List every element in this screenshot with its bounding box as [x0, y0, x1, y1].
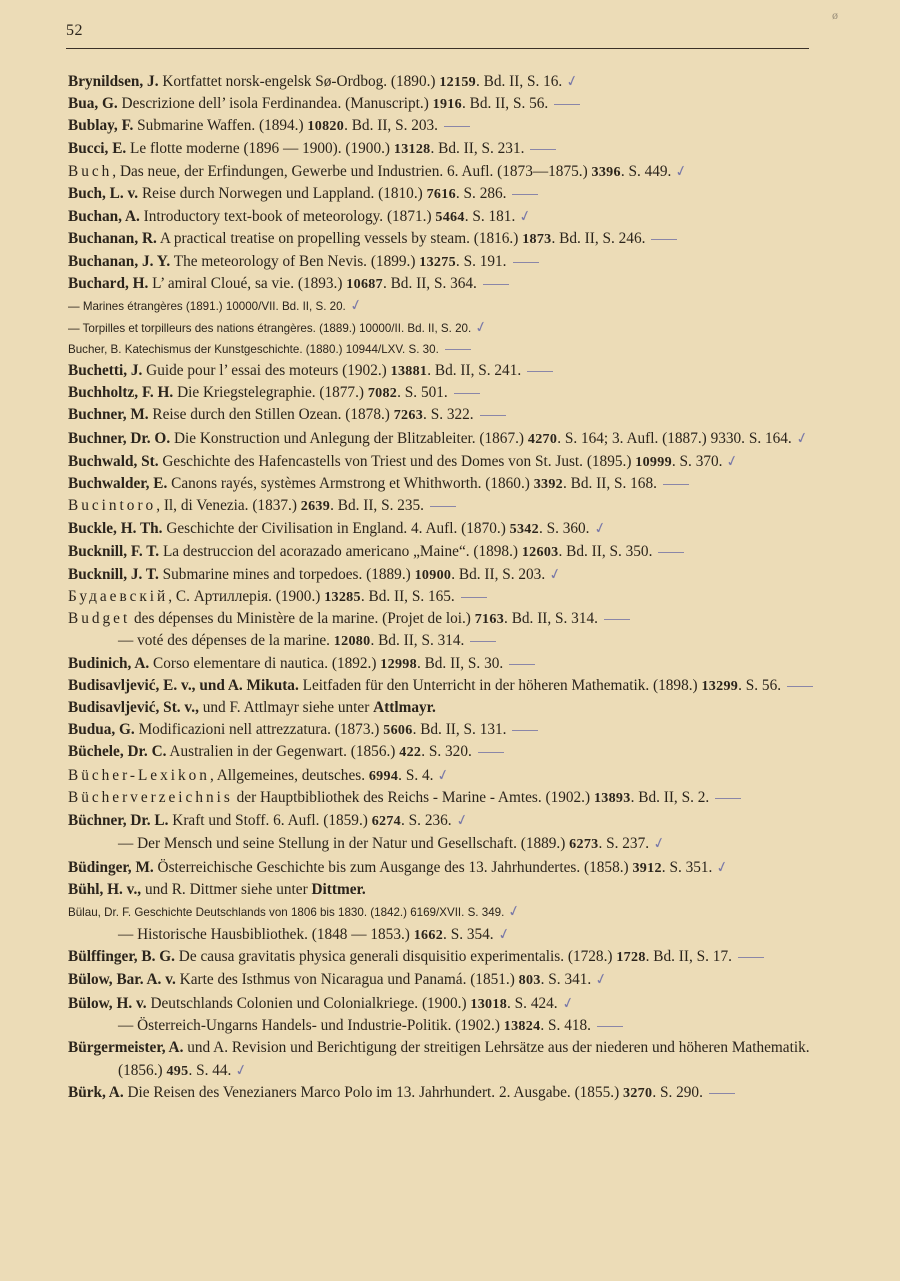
entry-location: . S. 56.	[738, 676, 782, 694]
entry-catalog-number: 13018	[470, 995, 508, 1012]
handwritten-dash-mark-icon	[527, 371, 553, 372]
entry-author: Buchholtz, F. H.	[68, 384, 174, 402]
entry-author: Buchner, M.	[68, 406, 149, 424]
entry-author: Bucci, E.	[68, 139, 127, 157]
catalog-entry	[68, 473, 828, 495]
entry-title: Geschichte des Hafencastells von Triest und des Domes von St. Just. (1895.)	[158, 452, 636, 470]
catalog-entry	[68, 160, 828, 183]
entry-location: . Bd. II, S. 203.	[344, 117, 438, 135]
entry-catalog-number: 10999	[635, 453, 672, 470]
entry-author: Bucknill, F. T.	[68, 542, 160, 560]
entry-title: , Allgemeines, deutsches.	[209, 766, 369, 784]
catalog-entry	[68, 251, 828, 273]
catalog-entry	[68, 183, 828, 205]
entry-title: , С. Артиллерія. (1900.)	[168, 588, 325, 606]
catalog-entry	[68, 382, 828, 404]
entry-location: . S. 286.	[455, 185, 507, 203]
entry-location: . Bd. II, S. 235.	[330, 497, 425, 515]
catalog-entry	[68, 427, 828, 450]
entry-author: Büchner, Dr. L.	[68, 812, 169, 830]
entry-title: Descrizione dell’ isola Ferdinandea. (Manuscript.)	[117, 95, 433, 113]
entry-title: Guide pour l’ essai des moteurs (1902.)	[142, 362, 391, 380]
entry-keyword: Bücherverzeichnis	[68, 788, 233, 806]
handwritten-dash-mark-icon	[512, 730, 538, 731]
entry-author: Buchard, H.	[68, 274, 149, 292]
entry-catalog-number: 6274	[371, 813, 402, 830]
entry-catalog-number: 12159	[439, 74, 476, 90]
catalog-entry	[68, 879, 828, 901]
catalog-entry	[68, 630, 828, 652]
handwritten-dash-mark-icon	[444, 126, 470, 127]
entry-location: . S. 449.	[620, 162, 672, 180]
entry-location: . S. 164; 3. Aufl. (1887.) 9330. S. 164.	[557, 429, 792, 447]
entry-location: . S. 341.	[540, 971, 592, 989]
entry-catalog-number: 12998	[380, 655, 417, 672]
handwritten-check-mark-icon: ✓	[559, 992, 577, 1013]
entry-location: . Bd. II, S. 56.	[461, 95, 549, 113]
handwritten-check-mark-icon: ✓	[714, 856, 731, 877]
handwritten-check-mark-icon: ✓	[564, 70, 581, 92]
entry-keyword: Buch	[68, 162, 113, 180]
catalog-entry	[68, 450, 828, 473]
entry-title: Corso elementare di nautica. (1892.)	[149, 654, 381, 672]
entry-catalog-number: 13285	[324, 589, 361, 606]
entry-author: Bürk, A.	[68, 1084, 124, 1102]
handwritten-check-mark-icon: ✓	[517, 205, 534, 227]
entry-author: Buchan, A.	[68, 208, 140, 226]
entry-catalog-number: 7263	[393, 407, 424, 424]
entry-author: Bürgermeister, A.	[68, 1038, 184, 1056]
entry-location: . S. 290.	[652, 1084, 703, 1102]
handwritten-check-mark-icon: ✓	[591, 518, 609, 539]
entry-catalog-number: 3396	[591, 163, 621, 180]
entry-title: — Marines étrangères (1891.) 10000/VII. Bd. II, S. 20.	[68, 300, 346, 314]
catalog-entry	[68, 1082, 828, 1104]
entry-catalog-number: 4270	[527, 430, 558, 447]
entry-catalog-number: 1728	[616, 949, 646, 966]
handwritten-dash-mark-icon	[597, 1026, 623, 1027]
catalog-entry	[68, 70, 828, 93]
catalog-entry	[68, 946, 828, 968]
catalog-entry	[68, 608, 828, 630]
entry-author: Buchner, Dr. O.	[68, 429, 171, 447]
catalog-entry	[68, 901, 828, 923]
entry-catalog-number: 2639	[300, 498, 331, 515]
entry-author: Buch, L. v.	[68, 185, 139, 203]
entry-location: . S. 237.	[598, 835, 650, 853]
catalog-entry	[68, 138, 828, 160]
entry-author: Brynildsen, J.	[68, 73, 159, 90]
handwritten-check-mark-icon: ✓	[453, 809, 471, 831]
corner-mark: ø	[832, 8, 838, 22]
entry-catalog-number: 422	[399, 744, 422, 761]
catalog-entry	[68, 517, 828, 540]
handwritten-check-mark-icon: ✓	[593, 969, 610, 990]
entry-title: Deutschlands Colonien und Colonialkriege. (1900.)	[146, 994, 471, 1012]
entry-author: Bülffinger, B. G.	[68, 948, 175, 966]
handwritten-check-mark-icon: ✓	[495, 923, 513, 945]
entry-location: . S. 322.	[423, 406, 474, 424]
catalog-entry	[68, 93, 828, 115]
handwritten-check-mark-icon: ✓	[233, 1059, 250, 1081]
entry-title: Canons rayés, systèmes Armstrong et Whithworth. (1860.)	[167, 475, 534, 493]
handwritten-dash-mark-icon	[658, 552, 684, 553]
catalog-entry	[68, 719, 828, 741]
handwritten-dash-mark-icon	[483, 284, 509, 285]
handwritten-dash-mark-icon	[513, 262, 539, 263]
catalog-entry	[68, 563, 828, 586]
handwritten-dash-mark-icon	[461, 597, 487, 598]
entry-author: Bua, G.	[68, 95, 118, 113]
entry-author: Buchanan, R.	[68, 230, 157, 248]
entry-catalog-number: 3270	[623, 1085, 653, 1102]
entry-catalog-number: 7616	[426, 186, 456, 203]
catalog-entry	[68, 586, 828, 608]
entry-title: Reise durch Norwegen und Lappland. (1810.)	[138, 185, 427, 203]
catalog-entry	[68, 675, 828, 697]
entry-location: . S. 501.	[397, 384, 448, 402]
entry-author: Budisavljević, E. v., und A. Mikuta.	[68, 676, 299, 694]
handwritten-dash-mark-icon	[604, 619, 630, 620]
catalog-entry	[68, 741, 828, 763]
entry-title: Submarine mines and torpedoes. (1889.)	[158, 565, 415, 583]
entry-author: Budinich, A.	[68, 654, 150, 672]
catalog-entry	[68, 273, 828, 295]
entry-title: Geschichte der Civilisation in England. 4. Aufl. (1870.)	[162, 520, 510, 538]
entry-author: Buchwald, St.	[68, 452, 159, 470]
entry-author: Bublay, F.	[68, 117, 134, 135]
entry-location: . Bd. II, S. 165.	[360, 588, 455, 606]
handwritten-dash-mark-icon	[509, 664, 535, 665]
entry-author: Büchele, Dr. C.	[68, 743, 167, 761]
catalog-entry	[68, 923, 828, 946]
entry-cross-reference: Dittmer.	[311, 880, 366, 898]
entry-title: Kraft und Stoff. 6. Aufl. (1859.)	[168, 812, 372, 830]
entry-catalog-number: 10687	[346, 275, 383, 292]
entry-location: . Bd. II, S. 131.	[412, 721, 507, 739]
entry-catalog-number: 6273	[569, 836, 599, 853]
entry-title: Introductory text-book of meteorology. (1871.)	[139, 208, 436, 226]
handwritten-dash-mark-icon	[715, 798, 741, 799]
entry-title: und R. Dittmer siehe unter	[141, 880, 312, 898]
entry-location: . S. 370.	[671, 452, 723, 470]
entry-author: Bühl, H. v.,	[68, 880, 142, 898]
catalog-entry	[68, 317, 828, 339]
page-number: 52	[66, 22, 83, 39]
entry-author: Büdinger, M.	[68, 858, 154, 876]
entry-location: . Bd. II, S. 30.	[416, 654, 504, 672]
handwritten-dash-mark-icon	[787, 686, 813, 687]
handwritten-dash-mark-icon	[430, 506, 456, 507]
entry-catalog-number: 10900	[414, 566, 452, 583]
entry-keyword: Bücher-Lexikon	[68, 766, 210, 784]
entry-author: Bülow, Bar. A. v.	[68, 971, 176, 989]
entry-title: — voté des dépenses de la marine.	[118, 632, 334, 650]
entry-location: . Bd. II, S. 241.	[427, 362, 522, 380]
catalog-entry	[68, 404, 828, 426]
handwritten-dash-mark-icon	[512, 194, 538, 195]
catalog-entry	[68, 495, 828, 517]
catalog-entry	[68, 1015, 828, 1037]
handwritten-dash-mark-icon	[470, 641, 496, 642]
entry-title: The meteorology of Ben Nevis. (1899.)	[170, 252, 420, 270]
entry-catalog-number: 7082	[367, 385, 398, 402]
catalog-entry	[68, 228, 828, 250]
catalog-entry	[68, 764, 828, 787]
entry-location: . Bd. II, S. 16.	[476, 73, 563, 90]
catalog-entry	[68, 856, 828, 879]
entry-title: — Torpilles et torpilleurs des nations étrangères. (1889.) 10000/II. Bd. II, S. 20.	[68, 322, 472, 336]
entry-location: . S. 360.	[538, 520, 590, 538]
entry-cross-reference: Attlmayr.	[373, 699, 436, 717]
entry-list	[68, 70, 828, 1105]
entry-catalog-number: 3392	[533, 476, 564, 493]
entry-title: Karte des Isthmus von Nicaragua und Panamá. (1851.)	[175, 971, 519, 989]
entry-catalog-number: 1916	[432, 96, 462, 113]
entry-author: Buchanan, J. Y.	[68, 252, 171, 270]
entry-location: . S. 236.	[401, 812, 452, 830]
entry-author: Buchwalder, E.	[68, 475, 168, 493]
handwritten-dash-mark-icon	[651, 239, 677, 240]
handwritten-dash-mark-icon	[530, 149, 556, 150]
handwritten-dash-mark-icon	[480, 415, 506, 416]
entry-author: Buckle, H. Th.	[68, 520, 163, 538]
entry-title: L’ amiral Cloué, sa vie. (1893.)	[148, 274, 347, 292]
catalog-entry	[68, 832, 828, 855]
entry-catalog-number: 12080	[333, 633, 371, 650]
entry-location: . S. 320.	[421, 743, 472, 761]
entry-title: Submarine Waffen. (1894.)	[133, 117, 308, 135]
entry-catalog-number: 12603	[521, 543, 559, 560]
entry-catalog-number: 803	[518, 972, 541, 989]
entry-location: . S. 4.	[398, 766, 434, 784]
entry-location: . Bd. II, S. 203.	[451, 565, 546, 583]
entry-location: . Bd. II, S. 350.	[558, 542, 653, 560]
entry-catalog-number: 13824	[503, 1017, 541, 1034]
handwritten-dash-mark-icon	[554, 104, 580, 105]
entry-title: La destruccion del acorazado americano „Maine“. (1898.)	[159, 542, 522, 560]
entry-location: . Bd. II, S. 314.	[504, 610, 598, 628]
entry-title: Bülau, Dr. F. Geschichte Deutschlands von 1806 bis 1830. (1842.) 6169/XVII. S. 349.	[68, 905, 505, 919]
catalog-entry	[68, 205, 828, 228]
entry-location: . S. 418.	[540, 1016, 591, 1034]
entry-title: , Das neue, der Erfindungen, Gewerbe und Industrien. 6. Aufl. (1873—1875.)	[112, 162, 592, 180]
entry-title: Österreichische Geschichte bis zum Ausgange des 13. Jahrhundertes. (1858.)	[153, 858, 633, 876]
entry-catalog-number: 5464	[435, 209, 465, 226]
entry-catalog-number: 10820	[307, 118, 345, 135]
entry-title: Die Kriegstelegraphie. (1877.)	[173, 384, 368, 402]
catalog-entry	[68, 809, 828, 832]
entry-title: Die Konstruction und Anlegung der Blitzableiter. (1867.)	[170, 429, 528, 447]
entry-keyword: Будаевскій	[68, 588, 169, 606]
catalog-entry	[68, 1037, 828, 1082]
entry-location: . Bd. II, S. 2.	[630, 788, 710, 806]
entry-title: Le flotte moderne (1896 — 1900). (1900.)	[126, 139, 394, 157]
entry-keyword: Bucintoro	[68, 497, 157, 515]
entry-title: des dépenses du Ministère de la marine. (Projet de loi.)	[130, 610, 475, 628]
entry-catalog-number: 13893	[593, 789, 631, 806]
handwritten-dash-mark-icon	[445, 349, 471, 350]
entry-catalog-number: 13881	[390, 363, 428, 380]
catalog-entry	[68, 992, 828, 1015]
handwritten-check-mark-icon: ✓	[651, 833, 668, 854]
entry-title: Leitfaden für den Unterricht in der höheren Mathematik. (1898.)	[298, 676, 702, 694]
entry-catalog-number: 13275	[419, 253, 456, 270]
entry-title: A practical treatise on propelling vessels by steam. (1816.)	[156, 230, 523, 248]
entry-catalog-number: 1662	[413, 926, 444, 943]
catalog-entry	[68, 653, 828, 675]
entry-title: Die Reisen des Venezianers Marco Polo im 13. Jahrhundert. 2. Ausgabe. (1855.)	[123, 1084, 623, 1102]
entry-catalog-number: 495	[166, 1063, 189, 1080]
entry-title: und A. Revision und Berichtigung der streitigen Lehrsätze aus der niederen und höheren Mathematik. (1856.)	[118, 1038, 810, 1080]
entry-catalog-number: 3912	[632, 859, 662, 876]
entry-title: und F. Attlmayr siehe unter	[198, 699, 374, 717]
entry-title: — Österreich-Ungarns Handels- und Industrie-Politik. (1902.)	[118, 1016, 504, 1034]
handwritten-dash-mark-icon	[663, 484, 689, 485]
handwritten-check-mark-icon: ✓	[547, 563, 564, 585]
entry-keyword: Budget	[68, 610, 131, 628]
entry-title: — Historische Hausbibliothek. (1848 — 1853.)	[118, 925, 414, 943]
catalog-entry	[68, 360, 828, 382]
entry-location: . S. 354.	[443, 925, 494, 943]
catalog-entry	[68, 339, 828, 360]
entry-title: Australien in der Gegenwart. (1856.)	[166, 743, 400, 761]
entry-location: . Bd. II, S. 246.	[551, 230, 646, 248]
entry-location: . Bd. II, S. 168.	[563, 475, 657, 493]
header-rule	[66, 48, 809, 49]
entry-catalog-number: 1873	[522, 231, 552, 248]
entry-title: Bucher, B. Katechismus der Kunstgeschichte. (1880.) 10944/LXV. S. 30.	[68, 343, 439, 357]
entry-location: . S. 351.	[661, 858, 713, 876]
catalog-entry	[68, 115, 828, 137]
entry-author: Bucknill, J. T.	[68, 565, 159, 583]
catalog-entry	[68, 787, 828, 809]
entry-catalog-number: 13299	[701, 677, 739, 694]
catalog-entry	[68, 697, 828, 719]
handwritten-dash-mark-icon	[478, 752, 504, 753]
entry-location: . S. 181.	[464, 208, 516, 226]
entry-location: . Bd. II, S. 314.	[370, 632, 465, 650]
catalog-entry	[68, 968, 828, 991]
entry-title: — Der Mensch und seine Stellung in der Natur und Gesellschaft. (1889.)	[118, 835, 570, 853]
handwritten-check-mark-icon: ✓	[673, 160, 690, 182]
entry-author: Buchetti, J.	[68, 362, 143, 380]
catalog-entry	[68, 295, 828, 317]
catalog-entry	[68, 541, 828, 563]
handwritten-check-mark-icon: ✓	[793, 427, 811, 448]
entry-title: Modificazioni nell attrezzatura. (1873.)	[134, 721, 384, 739]
entry-catalog-number: 7163	[474, 611, 505, 628]
entry-location: . S. 44.	[188, 1062, 232, 1080]
entry-location: . S. 191.	[455, 252, 507, 270]
entry-catalog-number: 5342	[509, 521, 539, 538]
entry-catalog-number: 5606	[383, 722, 413, 739]
handwritten-check-mark-icon: ✓	[347, 294, 365, 316]
entry-author: Budisavljević, St. v.,	[68, 699, 199, 717]
entry-author: Bülow, H. v.	[68, 994, 147, 1012]
entry-title: Reise durch den Stillen Ozean. (1878.)	[148, 406, 394, 424]
entry-location: . S. 424.	[507, 994, 558, 1012]
handwritten-check-mark-icon: ✓	[506, 900, 523, 922]
entry-location: . Bd. II, S. 17.	[645, 948, 732, 966]
entry-location: . Bd. II, S. 364.	[382, 274, 477, 292]
handwritten-check-mark-icon: ✓	[435, 764, 452, 785]
entry-catalog-number: 13128	[393, 140, 431, 157]
entry-catalog-number: 6994	[368, 767, 399, 784]
handwritten-dash-mark-icon	[709, 1093, 735, 1094]
entry-location: . Bd. II, S. 231.	[430, 139, 525, 157]
handwritten-dash-mark-icon	[738, 957, 764, 958]
handwritten-check-mark-icon: ✓	[724, 450, 742, 472]
entry-title: Kortfattet norsk-engelsk Sø-Ordbog. (1890.)	[158, 73, 440, 90]
entry-title: der Hauptbibliothek des Reichs - Marine - Amtes. (1902.)	[232, 788, 594, 806]
handwritten-dash-mark-icon	[454, 393, 480, 394]
entry-title: , Il, di Venezia. (1837.)	[156, 497, 301, 515]
entry-author: Budua, G.	[68, 721, 135, 739]
handwritten-check-mark-icon: ✓	[473, 316, 490, 338]
entry-title: De causa gravitatis physica generali disquisitio experimentalis. (1728.)	[174, 948, 617, 966]
